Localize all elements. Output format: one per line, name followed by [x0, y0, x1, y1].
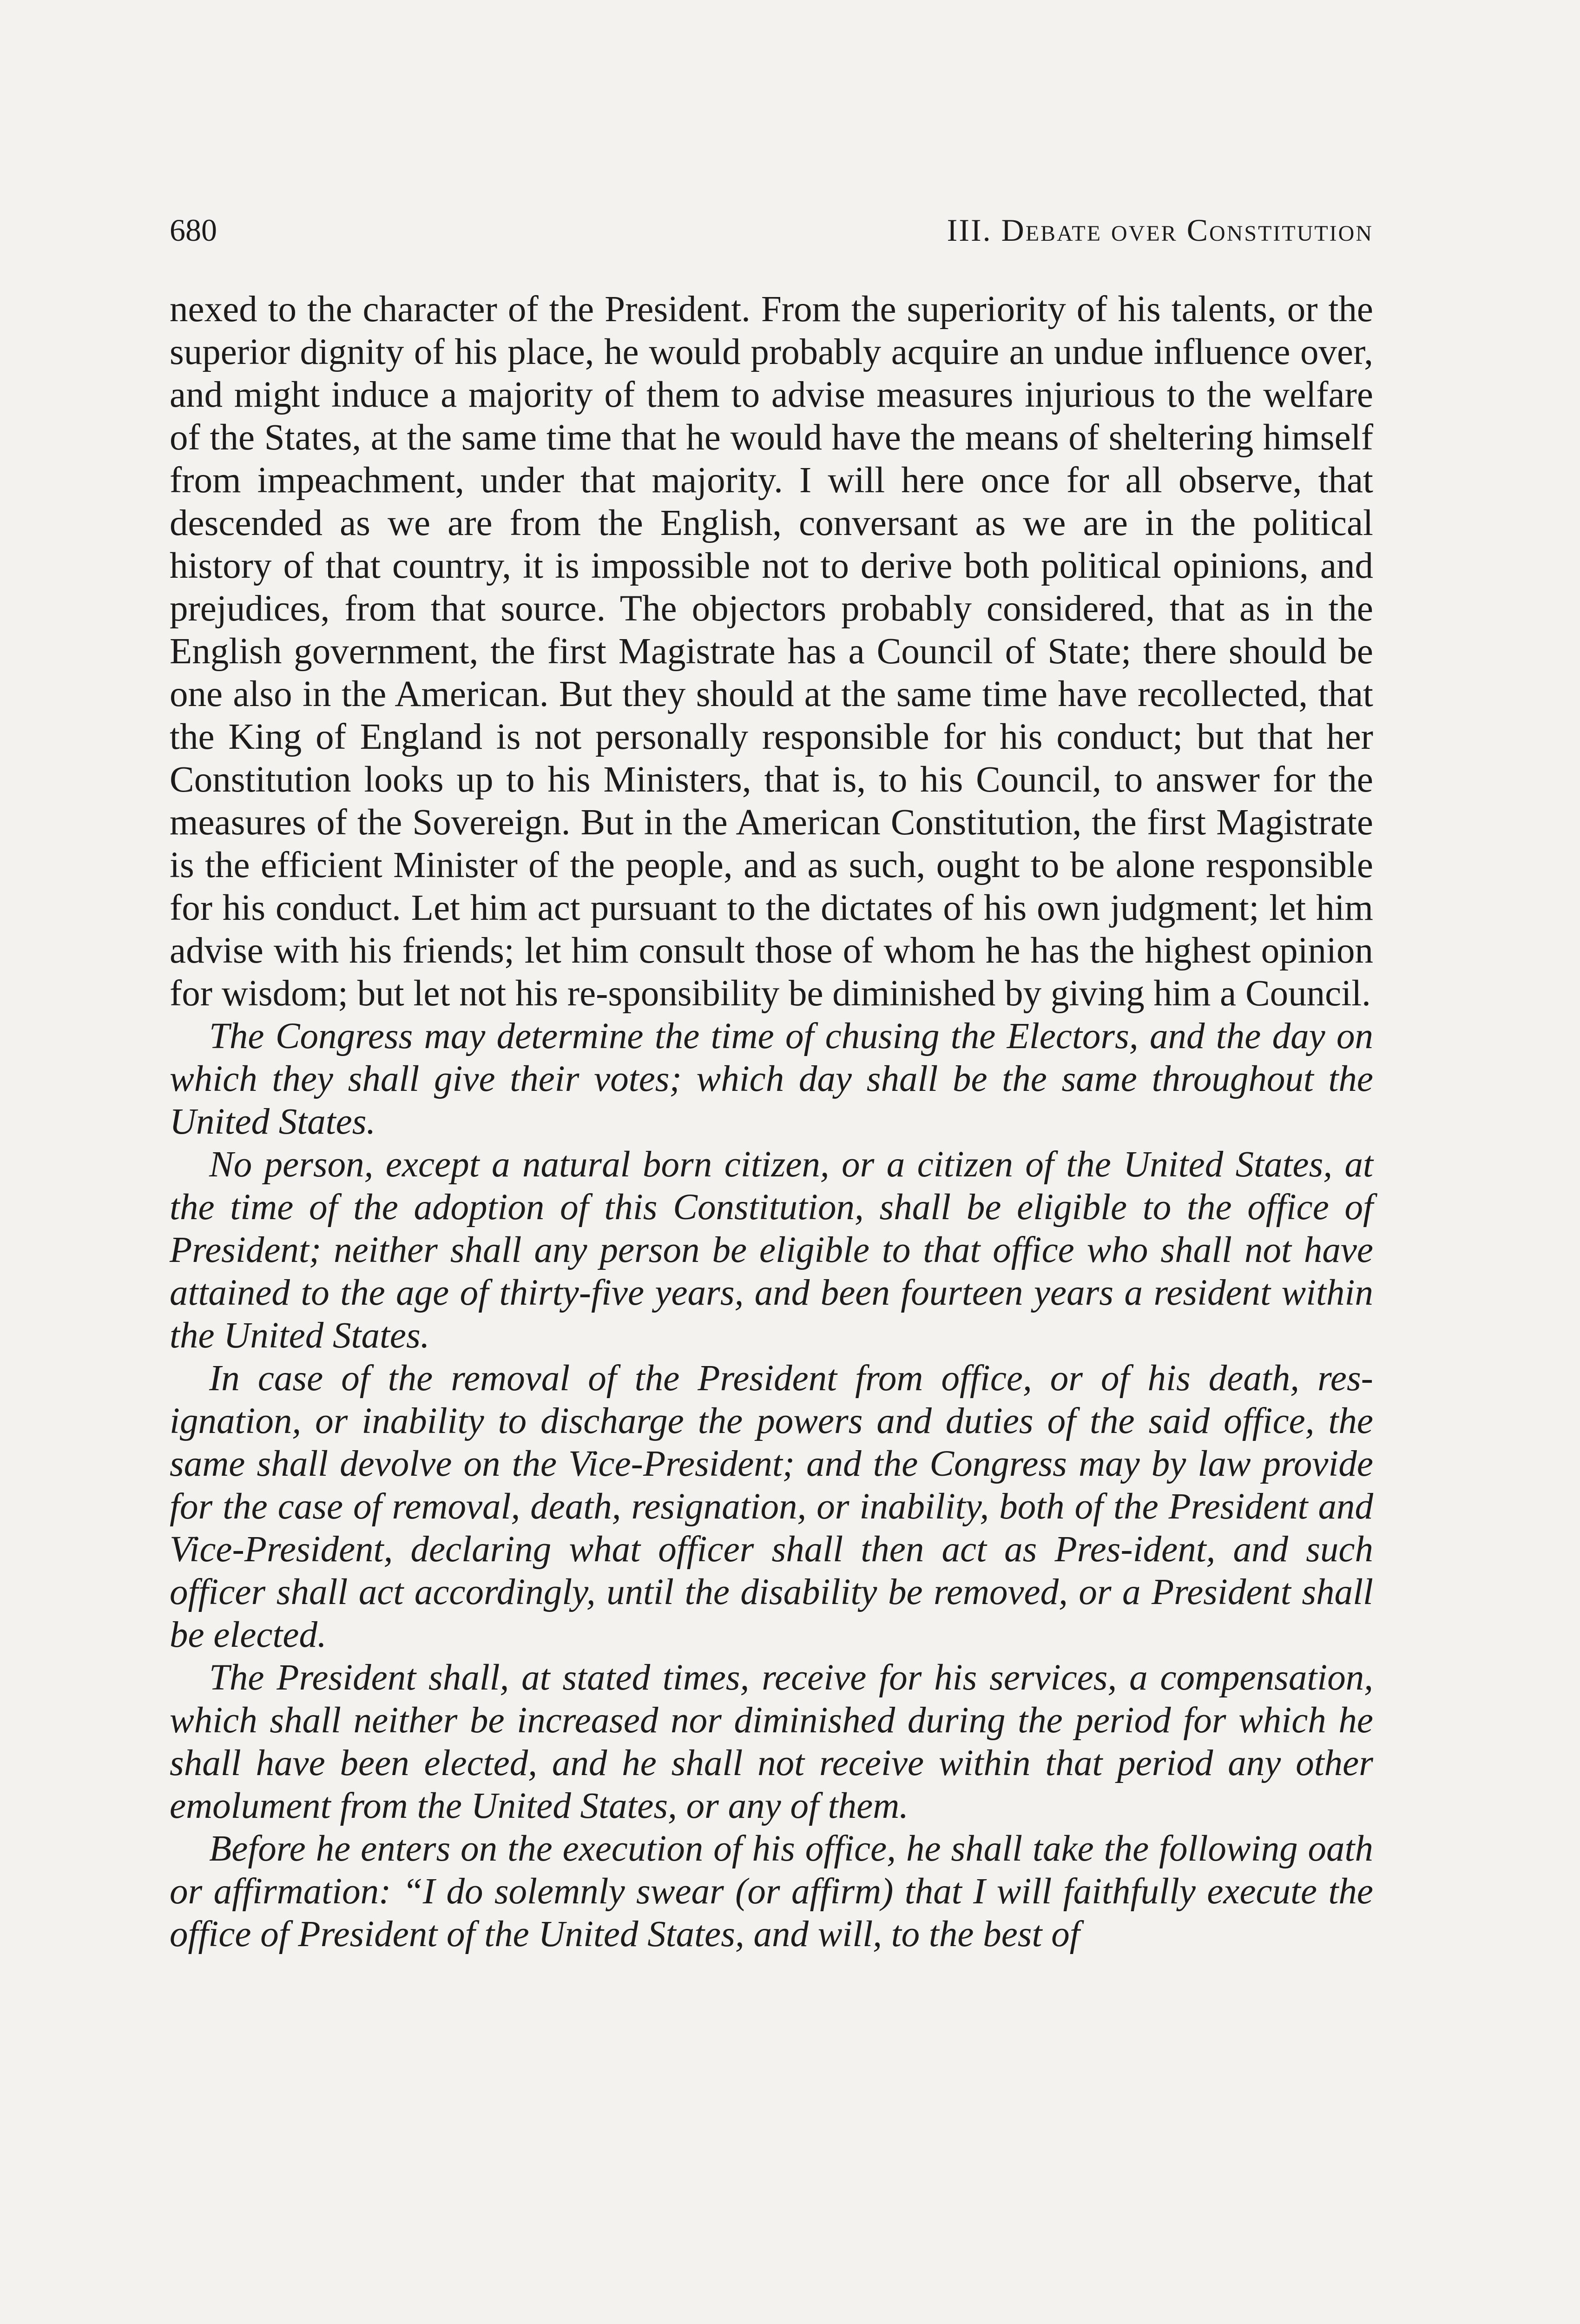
paragraph-eligibility-clause: No person, except a natural born citizen, or a citizen of the United States, at the time of the adoption of this Constitution, shall be eligible to the office of President; neither shall any person be eligible to that office who shall not have attained to the age of thirty-five years, and been fourteen years a resident within the United States. [170, 1144, 1373, 1356]
body-text [170, 288, 1373, 1956]
paragraph-oath-clause: Before he enters on the execution of his office, he shall take the following oath or affirmation: “I do solemnly swear (or affirm) that I will faithfully execute the office of President of the United States, and will, to the best of [170, 1829, 1373, 1954]
page-number: 680 [170, 212, 217, 248]
paragraph-compensation-clause: The President shall, at stated times, receive for his services, a compensation, which shall neither be increased nor diminished during the period for which he shall have been elected, and he shall not receive within that period any other emolument from the United States, or any of them. [170, 1657, 1373, 1826]
paragraph-electors-clause: The Congress may determine the time of chusing the Electors, and the day on which they shall give their votes; which day shall be the same throughout the United States. [170, 1016, 1373, 1142]
paragraph-continued-commentary: nexed to the character of the President. From the superiority of his talents, or the superior dignity of his place, he would probably acquire an undue influence over, and might induce a majority of them to advise measures injurious to the welfare of the States, at the same time that he would have the means of sheltering himself from impeachment, under that majority. I will here once for all observe, that descended as we are from the English, conversant as we are in the political history of that country, it is impossible not to derive both political opinions, and prejudices, from that source. The objectors probably considered, that as in the English government, the first Magistrate has a Council of State; there should be one also in the American. But they should at the same time have recollected, that the King of England is not personally responsible for his conduct; but that her Constitution looks up to his Ministers, that is, to his Council, to answer for the measures of the Sovereign. But in the American Constitution, the first Magistrate is the efficient Minister of the people, and as such, ought to be alone responsible for his conduct. Let him act pursuant to the dictates of his own judgment; let him advise with his friends; let him consult those of whom he has the highest opinion for wisdom; but let not his re-sponsibility be diminished by giving him a Council. [170, 289, 1373, 1014]
section-title: III. Debate over Constitution [947, 212, 1373, 248]
paragraph-succession-clause: In case of the removal of the President from office, or of his death, res-ignation, or inability to discharge the powers and duties of the said office, the same shall devolve on the Vice-President; and the Congress may by law provide for the case of removal, death, resignation, or inability, both of the President and Vice-President, declaring what officer shall then act as Pres-ident, and such officer shall act accordingly, until the disability be removed, or a President shall be elected. [170, 1358, 1373, 1655]
running-head [170, 205, 1373, 256]
document-page [170, 205, 1373, 1956]
